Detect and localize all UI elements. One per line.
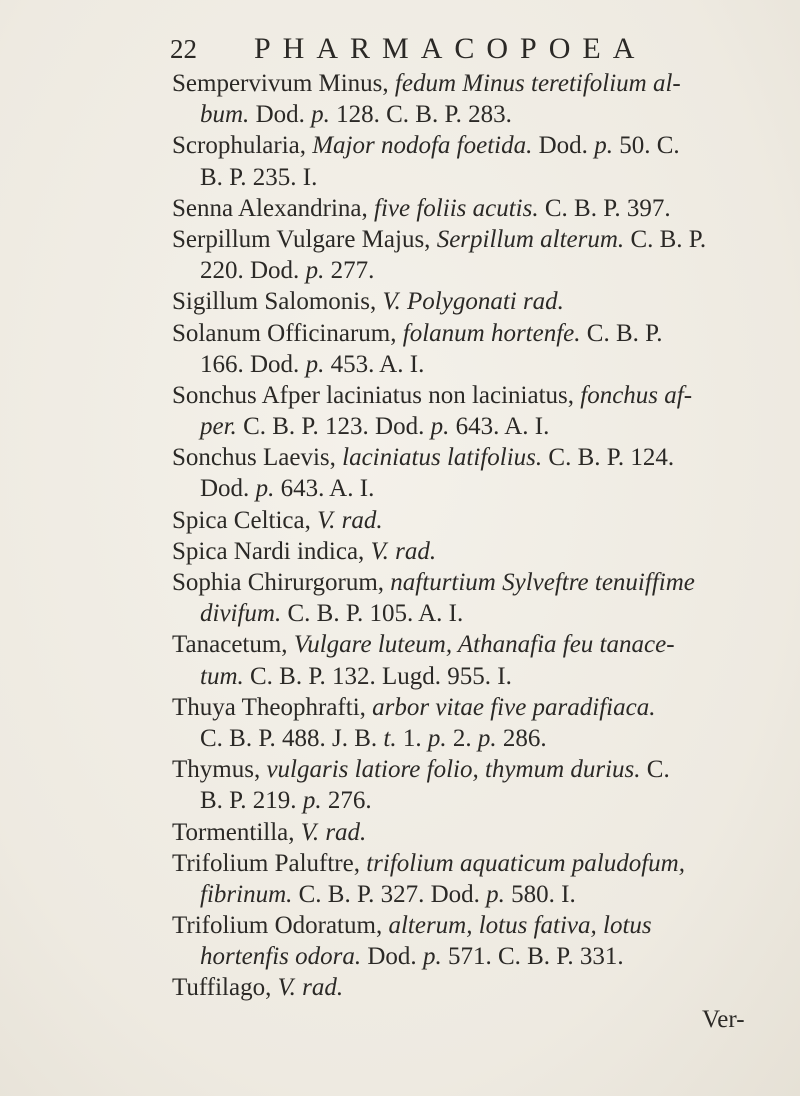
- roman-text: B. P. 235. I.: [200, 163, 318, 191]
- italic-text: vulgaris latiore folio, thymum durius.: [266, 756, 641, 784]
- roman-text: Tormentilla,: [172, 818, 301, 846]
- roman-text: 286.: [496, 724, 547, 752]
- italic-text: five foliis acutis.: [374, 194, 539, 222]
- italic-text: p.: [486, 880, 505, 908]
- entry-line: [172, 536, 762, 567]
- roman-text: 220. Dod.: [200, 257, 306, 285]
- entry-line: [172, 879, 762, 910]
- italic-text: hortenfis odora.: [200, 943, 362, 971]
- roman-text: 643. A. I.: [274, 475, 375, 503]
- italic-text: p.: [430, 413, 450, 441]
- roman-text: Thymus,: [172, 756, 267, 784]
- italic-text: p.: [305, 257, 325, 285]
- roman-text: Serpillum Vulgare Majus,: [172, 225, 437, 253]
- entry-line: [172, 162, 762, 193]
- roman-text: Trifolium Odoratum,: [172, 912, 389, 940]
- roman-text: 571. C. B. P. 331.: [441, 943, 624, 971]
- entry-line: [172, 848, 762, 879]
- roman-text: Sonchus Afper laciniatus non laciniatus,: [172, 381, 581, 409]
- italic-text: tum.: [200, 662, 244, 690]
- italic-text: V. rad.: [370, 537, 437, 565]
- entry-line: [172, 193, 762, 224]
- roman-text: Sempervivum Minus,: [172, 70, 395, 97]
- roman-text: C. B. P. 397.: [538, 194, 671, 222]
- roman-text: C. B. P.: [580, 319, 663, 347]
- roman-text: C. B. P. 123. Dod.: [236, 413, 431, 441]
- roman-text: C. B. P.: [624, 225, 707, 253]
- italic-text: nafturtium Sylveftre tenuiffime: [390, 569, 695, 596]
- italic-text: V. rad.: [300, 818, 367, 846]
- entry-line: [172, 692, 762, 723]
- roman-text: B. P. 219.: [200, 787, 303, 815]
- italic-text: p.: [302, 787, 322, 815]
- entry-line: [172, 286, 762, 317]
- entry-list: [172, 68, 762, 1004]
- roman-text: 50. C.: [612, 132, 680, 160]
- roman-text: Tanacetum,: [172, 631, 294, 659]
- italic-text: V. Polygonati rad.: [382, 288, 564, 316]
- roman-text: 1.: [396, 724, 428, 752]
- roman-text: C. B. P. 124.: [542, 444, 675, 472]
- entry-line: [172, 661, 762, 692]
- roman-text: 643. A. I.: [449, 413, 550, 441]
- italic-text: laciniatus latifolius.: [342, 444, 543, 472]
- entry-line: [172, 473, 762, 504]
- italic-text: fibrinum.: [200, 880, 293, 908]
- roman-text: C. B. P. 132. Lugd. 955. I.: [243, 662, 512, 690]
- entry-line: [172, 411, 762, 442]
- entry-line: [172, 629, 762, 660]
- italic-text: p.: [427, 724, 447, 752]
- entry-line: [172, 349, 762, 380]
- roman-text: Sigillum Salomonis,: [172, 288, 383, 316]
- entry-line: [172, 817, 762, 848]
- roman-text: 276.: [321, 787, 372, 815]
- italic-text: divifum.: [200, 600, 282, 628]
- roman-text: Tuffilago,: [172, 974, 278, 1002]
- entry-line: [172, 723, 762, 754]
- italic-text: Major nodofa foetida.: [312, 132, 533, 160]
- italic-text: V. rad.: [317, 506, 383, 534]
- italic-text: per.: [200, 413, 237, 441]
- entry-line: [172, 941, 762, 972]
- italic-text: alterum, lotus fativa, lotus: [388, 912, 652, 940]
- entry-line: [172, 224, 762, 255]
- roman-text: Dod.: [200, 475, 256, 503]
- italic-text: p.: [477, 724, 497, 752]
- entry-line: [172, 567, 762, 598]
- roman-text: Sonchus Laevis,: [172, 444, 343, 472]
- roman-text: 277.: [324, 257, 375, 285]
- roman-text: 128. C. B. P. 283.: [329, 101, 512, 129]
- roman-text: 2.: [446, 724, 478, 752]
- entry-line: [172, 910, 762, 941]
- italic-text: fonchus af-: [580, 381, 693, 409]
- roman-text: Dod.: [361, 943, 423, 971]
- roman-text: 453. A. I.: [324, 350, 425, 378]
- entry-line: [172, 754, 762, 785]
- roman-text: Spica Celtica,: [172, 506, 318, 534]
- roman-text: 580. I.: [504, 880, 576, 908]
- entry-line: [172, 505, 762, 536]
- italic-text: folanum hortenfe.: [402, 319, 581, 347]
- roman-text: C. B. P. 105. A. I.: [281, 600, 464, 628]
- italic-text: p.: [255, 475, 275, 503]
- entry-line: [172, 99, 762, 130]
- italic-text: p.: [594, 132, 613, 160]
- page-number: 22: [170, 34, 197, 64]
- running-title: PHARMACOPOEA: [254, 32, 647, 65]
- italic-text: p.: [305, 350, 325, 378]
- italic-text: arbor vitae five paradifiaca.: [372, 693, 656, 721]
- italic-text: V. rad.: [277, 974, 344, 1002]
- italic-text: fedum Minus teretifolium al-: [394, 70, 681, 97]
- roman-text: Sophia Chirurgorum,: [172, 569, 391, 596]
- entry-line: [172, 380, 762, 411]
- roman-text: Senna Alexandrina,: [172, 194, 375, 222]
- roman-text: Scrophularia,: [172, 132, 313, 160]
- roman-text: Trifolium Paluftre,: [172, 849, 367, 877]
- italic-text: trifolium aquaticum paludofum,: [366, 849, 685, 877]
- roman-text: C. B. P. 488. J. B.: [200, 724, 384, 752]
- roman-text: Thuya Theophrafti,: [172, 693, 373, 721]
- italic-text: p.: [422, 943, 442, 971]
- italic-text: t.: [383, 724, 397, 752]
- entry-line: [172, 598, 762, 629]
- entry-line: [172, 68, 762, 99]
- entry-line: [172, 442, 762, 473]
- roman-text: Solanum Officinarum,: [172, 319, 403, 347]
- roman-text: C.: [640, 756, 670, 784]
- entry-line: [172, 972, 762, 1003]
- entry-line: [172, 255, 762, 286]
- italic-text: Vulgare luteum, Athanafia feu tanace-: [293, 631, 675, 659]
- italic-text: Serpillum alterum.: [436, 225, 625, 253]
- roman-text: C. B. P. 327. Dod.: [292, 880, 487, 908]
- roman-text: 166. Dod.: [200, 350, 306, 378]
- roman-text: Dod.: [249, 101, 312, 129]
- italic-text: bum.: [200, 101, 250, 129]
- catchword: Ver-: [702, 1006, 745, 1033]
- page-header: [170, 32, 650, 66]
- entry-line: [172, 130, 762, 161]
- roman-text: Spica Nardi indica,: [172, 537, 371, 565]
- entry-line: [172, 785, 762, 816]
- italic-text: p.: [311, 101, 330, 129]
- roman-text: Dod.: [532, 132, 595, 160]
- entry-line: [172, 318, 762, 349]
